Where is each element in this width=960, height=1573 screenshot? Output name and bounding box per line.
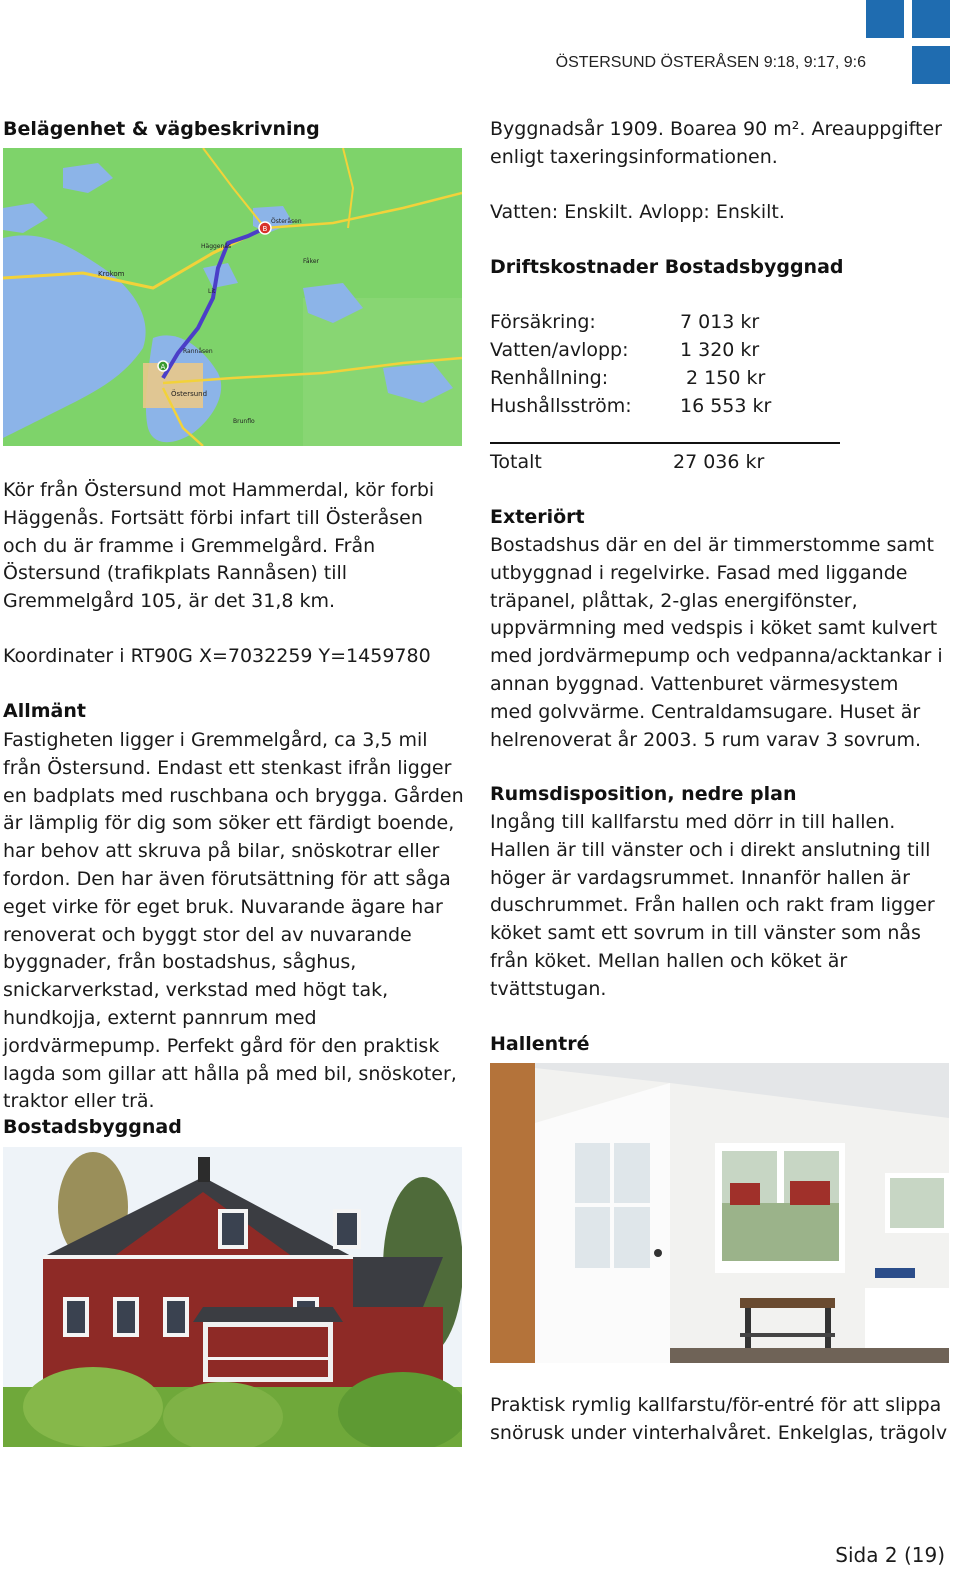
page-header: ÖSTERSUND ÖSTERÅSEN 9:18, 9:17, 9:6	[555, 54, 866, 71]
cost-row	[490, 395, 772, 417]
general-text: Fastigheten ligger i Gremmelgård, ca 3,5 mil från Östersund. Endast ett stenkast ifrån ligger en badplats med ruschbana och brygga. Gården är lämplig för dig som söker ett färdigt boende, har behov att skruva på bilar, snöskotrar eller fordon. Den har även förutsättning för att såga eget virke för eget bruk. Nuvarande ägare har renoverat och byggt stor del av nuvarande byggnader, från bostadshus, såghus, snickarverkstad, verkstad med högt tak, hundkojja, externt pannrum med jordvärmepump. Perfekt gård för den praktisk lagda som gillar att hålla på med bil, snöskoter, traktor eller trä.	[3, 729, 464, 1113]
map-label: Östersund	[171, 390, 208, 398]
cost-value: 1 320 kr	[680, 339, 760, 361]
cost-label: Försäkring:	[490, 311, 596, 333]
location-heading: Belägenhet & vägbeskrivning	[3, 118, 320, 140]
logo-square	[912, 46, 950, 84]
rooms-text: Ingång till kallfarstu med dörr in till hallen. Hallen är till vänster och i direkt anslutning till höger är vardagsrummet. Innanför hallen är duschrummet. Från hallen och rakt fram ligger köket samt ett sovrum in till vänster som nås från köket. Mellan hallen och köket är tvättstugan.	[490, 811, 935, 1000]
cost-row	[490, 367, 766, 389]
cost-value: 2 150 kr	[680, 367, 766, 389]
cost-label: Renhållning:	[490, 367, 609, 389]
map-label: Fåker	[303, 258, 319, 265]
map-image	[3, 148, 462, 446]
building-heading: Bostadsbyggnad	[3, 1116, 182, 1138]
cost-label: Hushållsström:	[490, 395, 632, 417]
page-number: Sida 2 (19)	[835, 1543, 945, 1567]
directions-text: Kör från Östersund mot Hammerdal, kör forbi Häggenås. Fortsätt förbi infart till Österåsen och du är framme i Gremmelgård. Från Östersund (trafikplats Rannåsen) till Gremmelgård 105, är det 31,8 km.	[3, 479, 435, 613]
water-text: Vatten: Enskilt. Avlopp: Enskilt.	[490, 201, 785, 223]
cost-value: 7 013 kr	[680, 311, 760, 333]
logo-square	[866, 0, 904, 38]
map-marker-a: A	[160, 363, 166, 371]
house-photo	[3, 1147, 462, 1447]
coordinates-text: Koordinater i RT90G X=7032259 Y=1459780	[3, 645, 431, 667]
exterior-text: Bostadshus där en del är timmerstomme samt utbyggnad i regelvirke. Fasad med liggande träpanel, plåttak, 2-glas energifönster, uppvärmning med vedspis i köket samt kulvert med jordvärmepump och vedpanna/acktankar i annan byggnad. Vattenburet värmesystem med golvvärme. Centraldamsugare. Huset är helrenoverat år 2003. 5 rum varav 3 sovrum.	[490, 534, 943, 751]
total-row	[490, 451, 765, 473]
hall-caption: Praktisk rymlig kallfarstu/för-entré för att slippa snörusk under vinterhalvåret. Enkelglas, trägolv	[490, 1394, 948, 1444]
cost-row	[490, 339, 760, 361]
build-info-text: Byggnadsår 1909. Boarea 90 m². Areauppgifter enligt taxeringsinformationen.	[490, 118, 942, 168]
total-label: Totalt	[490, 451, 542, 473]
exterior-heading: Exteriört	[490, 506, 585, 528]
map-label: Rannåsen	[183, 348, 213, 355]
costs-heading: Driftskostnader Bostadsbyggnad	[490, 256, 844, 278]
general-heading: Allmänt	[3, 700, 86, 722]
rooms-heading: Rumsdisposition, nedre plan	[490, 783, 797, 805]
cost-row	[490, 311, 760, 333]
map-label: Lit	[208, 288, 216, 295]
map-marker-b: B	[262, 225, 268, 233]
map-label: Häggenås	[201, 243, 232, 250]
hall-photo	[490, 1063, 949, 1363]
cost-value: 16 553 kr	[680, 395, 772, 417]
total-divider	[490, 442, 840, 444]
hall-heading: Hallentré	[490, 1033, 590, 1055]
map-label: Österåsen	[271, 218, 302, 225]
total-value: 27 036 kr	[673, 451, 765, 473]
map-label: Brunflo	[233, 418, 255, 425]
cost-label: Vatten/avlopp:	[490, 339, 629, 361]
map-label: Krokom	[98, 270, 125, 278]
logo-square	[912, 0, 950, 38]
